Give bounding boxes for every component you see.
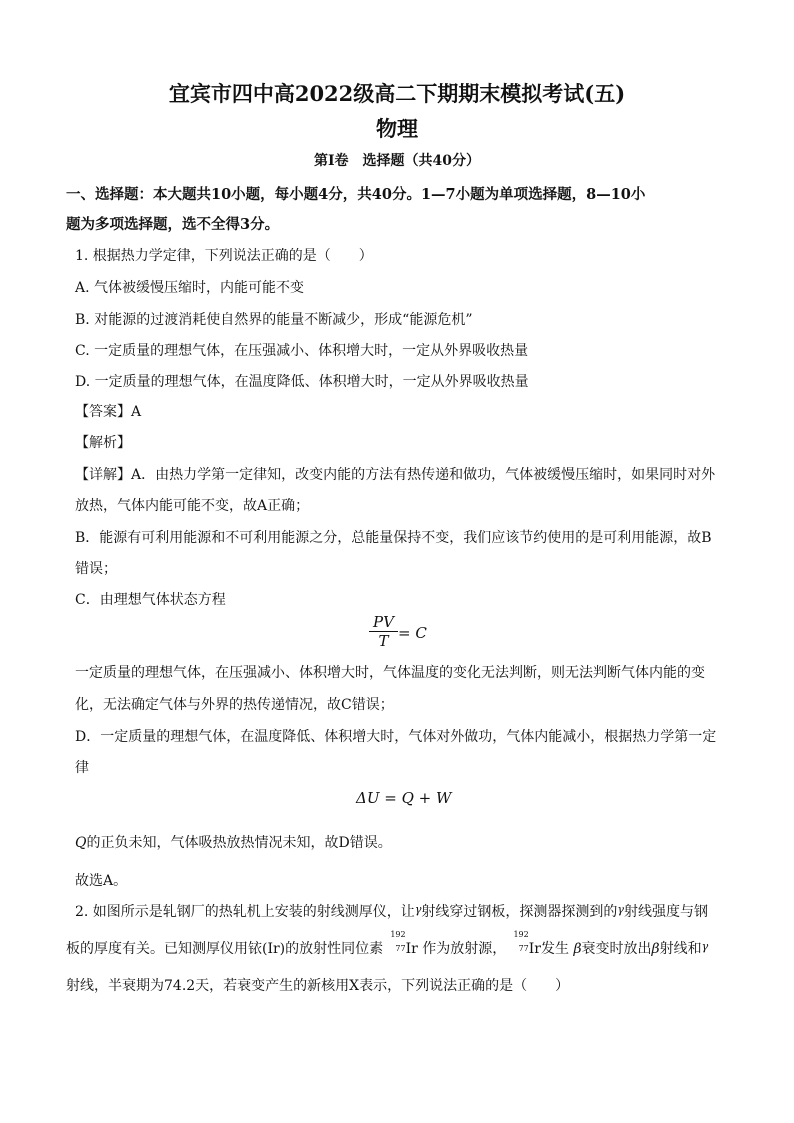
q2-line2 <box>66 930 709 958</box>
detail-b-line1: B．能源有可利用能源和不可利用能源之分，总能量保持不变，我们应该节约使用的是可利用能源，故B <box>75 530 712 546</box>
gamma-symbol: γ <box>701 940 709 953</box>
section-instruction-line1: 一、选择题：本大题共10小题，每小题4分，共40分。1—7小题为单项选择题，8—10小 <box>66 186 646 203</box>
part-heading: 第Ⅰ卷 选择题（共40分） <box>313 153 481 169</box>
q2-l2-text-b: 作为放射源， <box>422 941 507 957</box>
isotope-mass-number: 192 <box>390 930 406 939</box>
detail-a-line1: 【详解】A．由热力学第一定律知，改变内能的方法有热传递和做功，气体被缓慢压缩时，如果同时对外 <box>75 467 716 483</box>
detail-c-line3: 化，无法确定气体与外界的热传递情况，故C错误； <box>75 697 394 713</box>
q2-l1-text-b: 射线穿过钢板，探测器探测到的 <box>421 904 618 920</box>
answer-label: 【答案】 <box>75 404 131 420</box>
isotope-atomic-number: 77 <box>395 944 406 953</box>
q2-l2-text-c: Ir发生 <box>528 941 569 957</box>
q2-l2-text-a: 板的厚度有关。已知测厚仪用铱(Ir)的放射性同位素 <box>66 941 384 957</box>
isotope-notation-2 <box>511 930 529 953</box>
detail-c-line2: 一定质量的理想气体，在压强减小、体积增大时，气体温度的变化无法判断，则无法判断气体内能的变 <box>75 665 705 681</box>
gamma-symbol: γ <box>414 903 422 916</box>
detail-b-line2: 错误； <box>75 561 117 577</box>
q1-answer <box>75 401 141 421</box>
q2-line3: 射线，半衰期为74.2天，若衰变产生的新核用X表示，下列说法正确的是（ ） <box>66 978 570 994</box>
q2-l1-text-c: 射线强度与钢 <box>623 904 708 920</box>
detail-d-line3-text: 的正负未知，气体吸热放热情况未知，故D错误。 <box>86 835 392 851</box>
fraction-denominator: T <box>378 632 389 650</box>
q1-option-b: B. 对能源的过渡消耗使自然界的能量不断减少，形成“能源危机” <box>75 312 473 328</box>
detail-d-line1: D．一定质量的理想气体，在温度降低、体积增大时，气体对外做功，气体内能减小，根据热力学第一定 <box>75 729 717 745</box>
q1-option-a: A. 气体被缓慢压缩时，内能可能不变 <box>75 280 305 296</box>
section-instruction-line2: 题为多项选择题，选不全得3分。 <box>66 216 280 233</box>
isotope-atomic-number: 77 <box>518 944 529 953</box>
answer-value: A <box>131 404 142 420</box>
q1-stem: 1. 根据热力学定律，下列说法正确的是（ ） <box>75 248 373 264</box>
heat-variable: Q <box>75 835 87 851</box>
beta-symbol: β <box>651 941 660 957</box>
isotope-mass-number: 192 <box>513 930 529 939</box>
ideal-gas-fraction <box>369 613 398 650</box>
q2-line1 <box>75 901 708 921</box>
fraction-numerator: PV <box>373 613 394 631</box>
isotope-notation <box>388 930 406 953</box>
q1-conclusion: 故选A。 <box>75 873 128 889</box>
detail-a-line2: 放热，气体内能可能不变，故A正确； <box>75 498 310 514</box>
isotope-symbol: Ir <box>405 941 418 957</box>
exam-title: 宜宾市四中高2022级高二下期期末模拟考试(五) <box>168 81 626 106</box>
first-law-formula: ΔU = Q + W <box>356 789 452 807</box>
detail-c-line1: C．由理想气体状态方程 <box>75 592 226 608</box>
q1-option-d: D. 一定质量的理想气体，在温度降低、体积增大时，一定从外界吸收热量 <box>75 374 529 390</box>
detail-d-line3 <box>75 832 392 852</box>
q2-l2-text-d: 衰变时放出 <box>581 941 652 957</box>
detail-d-line2: 律 <box>75 760 89 776</box>
q2-l1-text-a: 2. 如图所示是轧钢厂的热轧机上安装的射线测厚仪，让 <box>75 904 415 920</box>
q2-l2-text-e: 射线和 <box>659 941 702 957</box>
beta-symbol: β <box>573 941 582 957</box>
gamma-symbol: γ <box>617 903 624 916</box>
q1-option-c: C. 一定质量的理想气体，在压强减小、体积增大时，一定从外界吸收热量 <box>75 343 529 359</box>
subject-title: 物理 <box>376 116 418 141</box>
ideal-gas-rhs: = C <box>398 624 427 642</box>
analysis-label: 【解析】 <box>75 435 131 451</box>
